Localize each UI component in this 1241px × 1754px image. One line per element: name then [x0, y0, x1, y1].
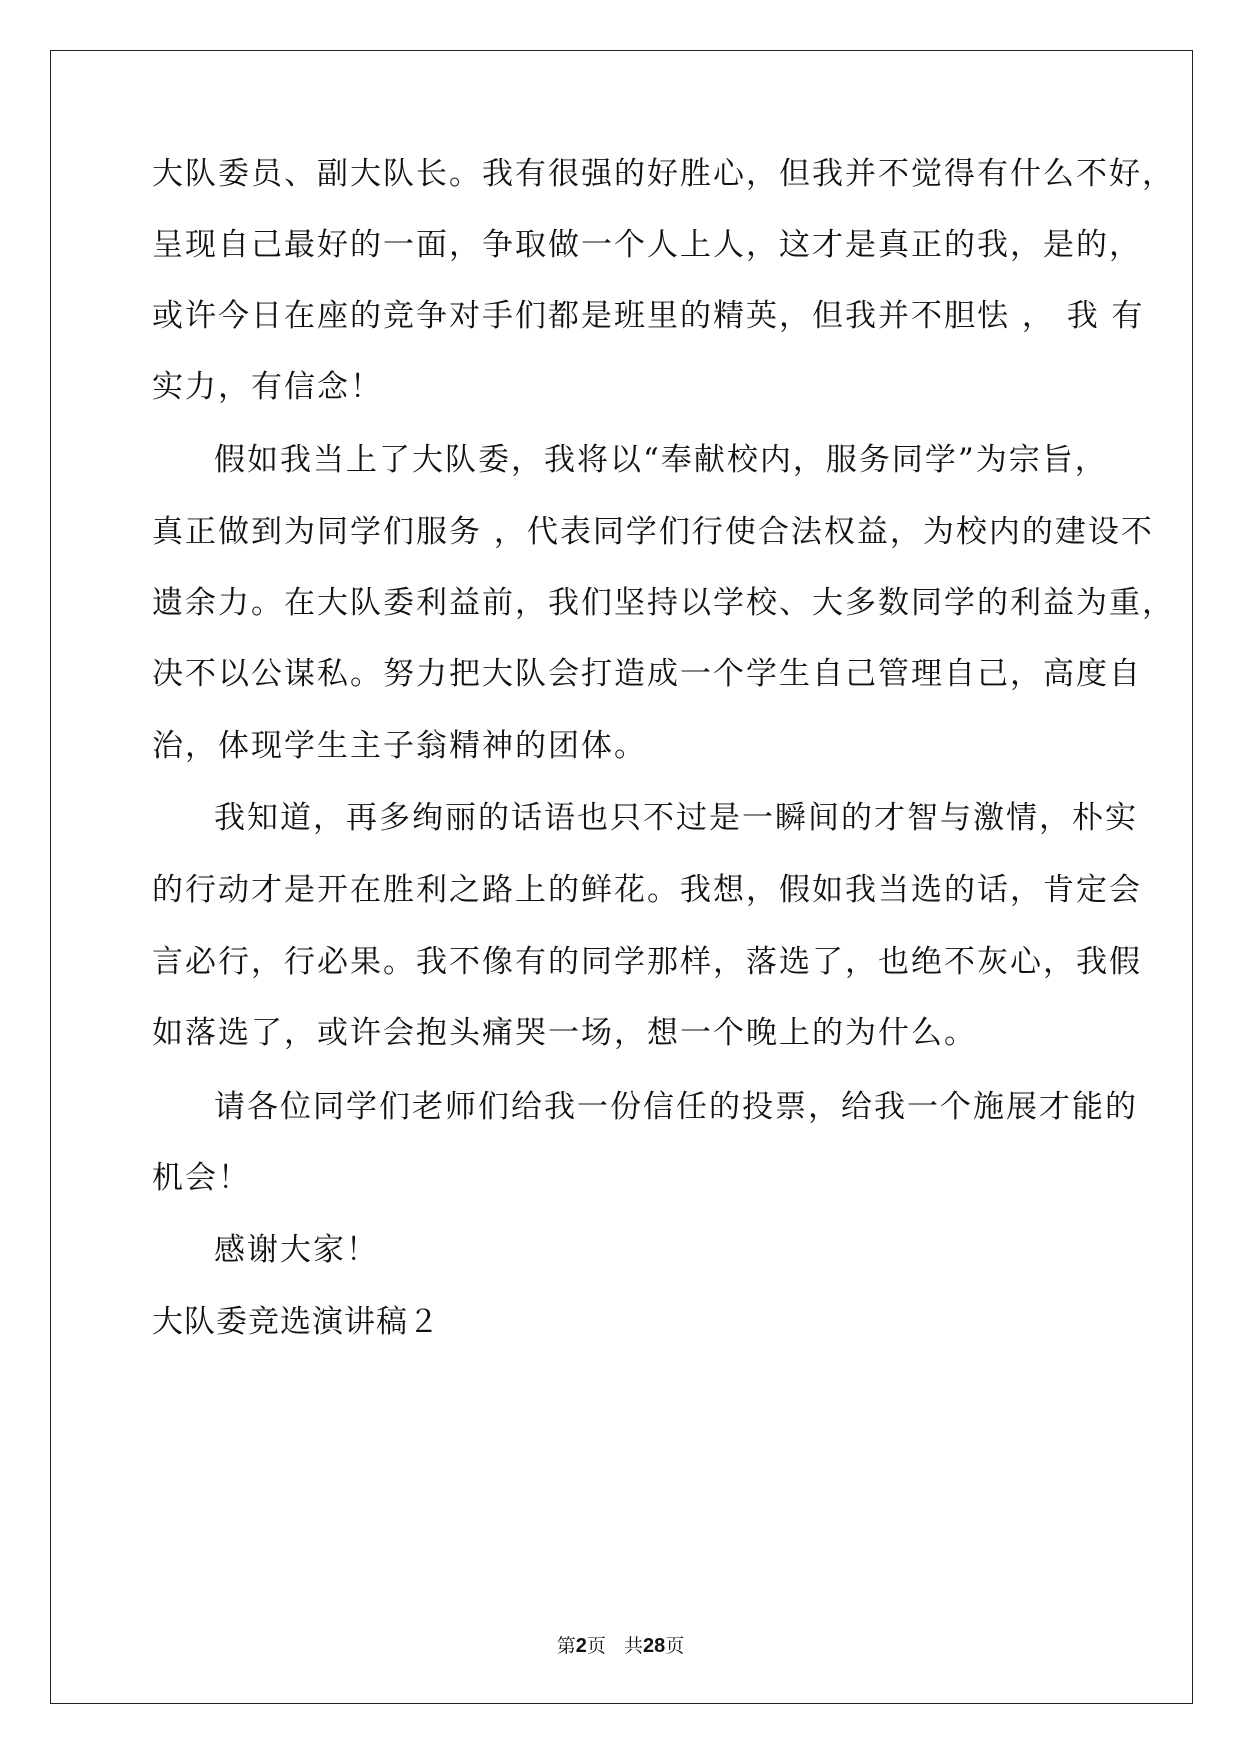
text-line: 的行动才是开在胜利之路上的鲜花。我想，假如我当选的话，肯定会	[152, 872, 1142, 908]
text-line: 大队委员、副大队长。我有很强的好胜心，但我并不觉得有什么不好，	[152, 156, 1175, 192]
text-line: 我知道，再多绚丽的话语也只不过是一瞬间的才智与激情，朴实	[214, 800, 1138, 836]
text-line: 真正做到为同学们服务 ，代表同学们行使合法权益，为校内的建设不	[152, 514, 1154, 550]
footer-prefix: 第	[556, 1635, 576, 1657]
text-line: 感谢大家！	[214, 1232, 379, 1268]
text-line: 呈现自己最好的一面，争取做一个人上人，这才是真正的我，是的，	[152, 227, 1142, 263]
section-heading: 大队委竞选演讲稿２	[152, 1304, 440, 1340]
text-line: 如落选了，或许会抱头痛哭一场，想一个晚上的为什么。	[152, 1015, 977, 1051]
text-line: 言必行，行必果。我不像有的同学那样，落选了，也绝不灰心，我假	[152, 944, 1142, 980]
total-pages-number: 28	[642, 1635, 666, 1657]
text-line: 遗余力。在大队委利益前，我们坚持以学校、大多数同学的利益为重，	[152, 585, 1175, 621]
page-footer	[0, 1634, 1241, 1658]
text-line: 决不以公谋私。努力把大队会打造成一个学生自己管理自己，高度自	[152, 656, 1142, 692]
text-line: 治，体现学生主子翁精神的团体。	[152, 728, 647, 764]
footer-total-prefix: 共	[623, 1635, 643, 1657]
text-line: 或许今日在座的竞争对手们都是班里的精英，但我并不胆怯 ， 我 有	[152, 298, 1145, 334]
footer-total-label: 页	[665, 1635, 685, 1657]
text-line: 实力，有信念！	[152, 369, 383, 405]
footer-page-label: 页	[586, 1635, 606, 1657]
text-line: 假如我当上了大队委，我将以“奉献校内，服务同学”为宗旨，	[214, 442, 1108, 478]
text-line: 请各位同学们老师们给我一份信任的投票，给我一个施展才能的	[214, 1089, 1138, 1125]
text-line: 机会！	[152, 1160, 251, 1196]
current-page-number: 2	[575, 1635, 587, 1657]
